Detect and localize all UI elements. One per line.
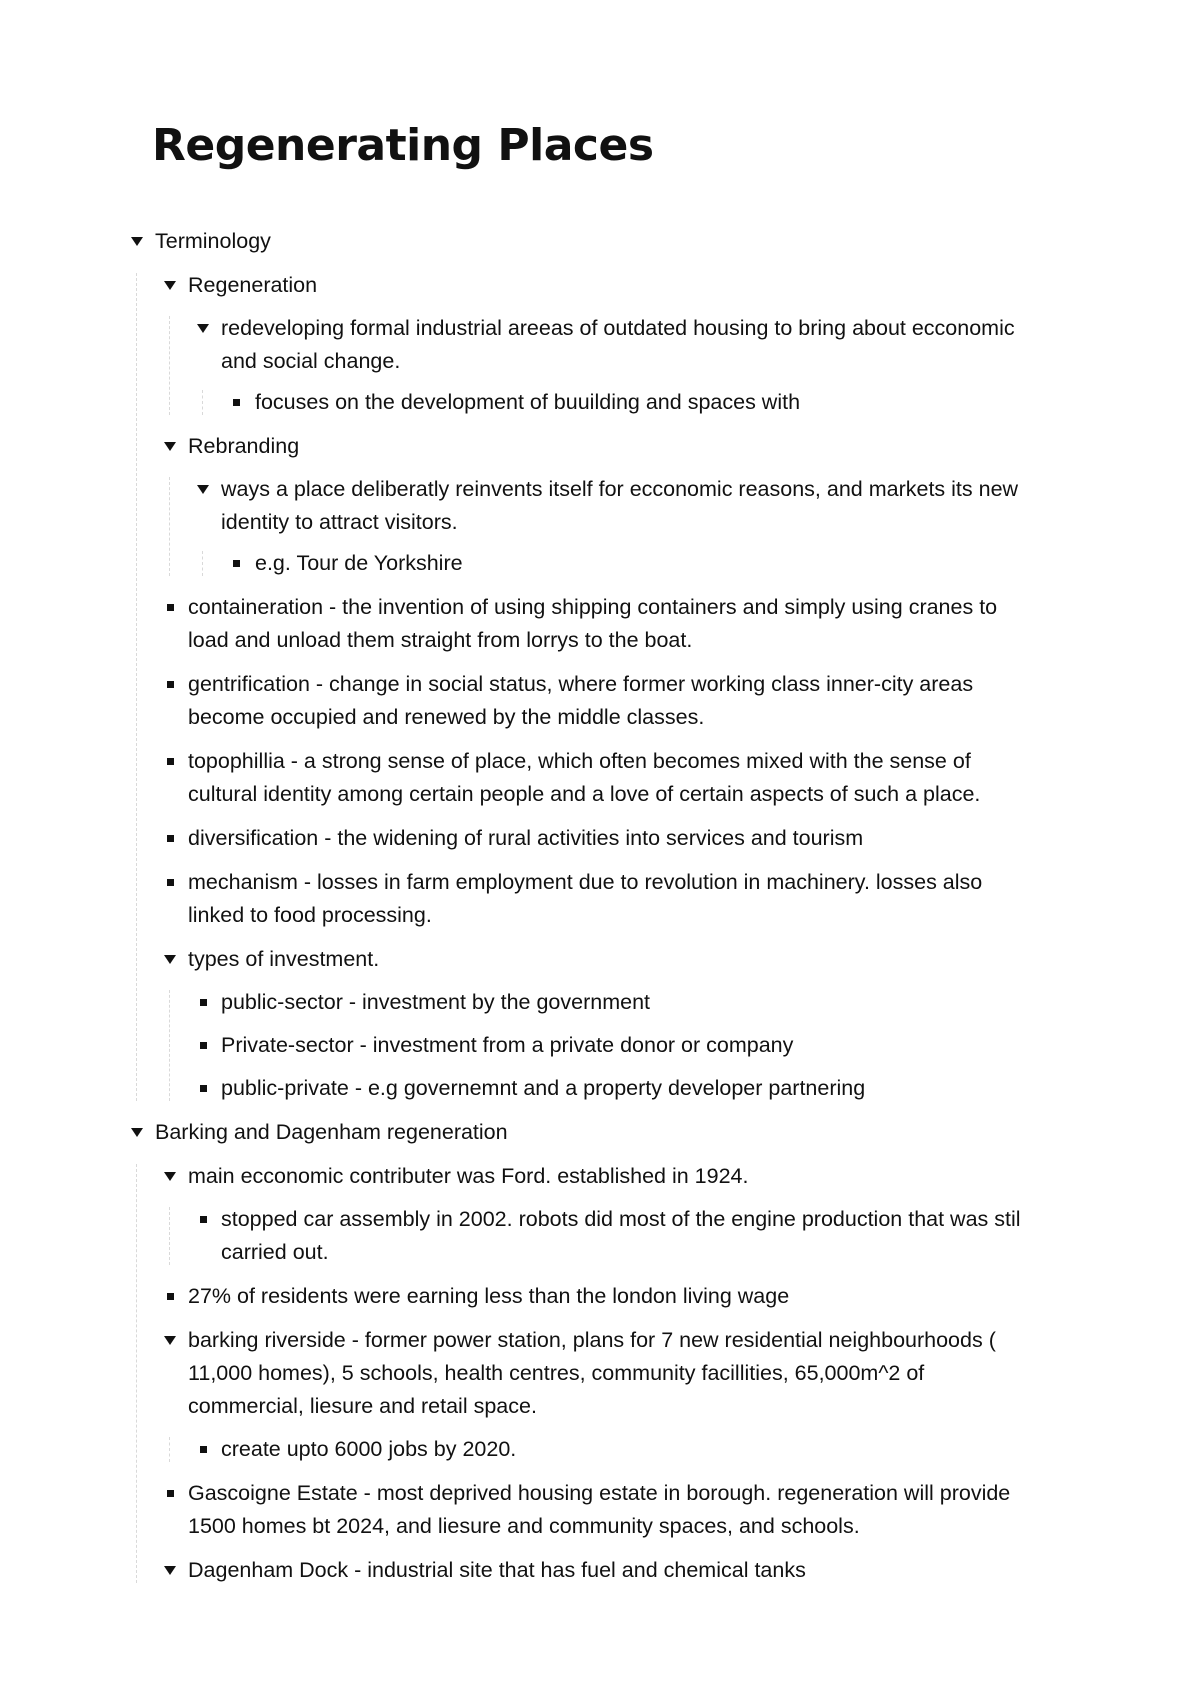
outline-item-text: Regeneration <box>188 273 318 297</box>
outline-item <box>0 1280 1200 1313</box>
outline-item-text: e.g. Tour de Yorkshire <box>255 551 463 575</box>
square-bullet-icon <box>200 999 207 1006</box>
toggle-triangle-icon[interactable] <box>127 1116 147 1149</box>
square-bullet-icon <box>200 1216 207 1223</box>
square-bullet-icon <box>200 1042 207 1049</box>
outline-item-text: public-sector - investment by the government <box>221 990 651 1014</box>
outline-item-text: create upto 6000 jobs by 2020. <box>221 1437 517 1461</box>
outline-item-text: ways a place deliberatly reinvents itself for ecconomic reasons, and markets its new identity to attract visitors. <box>221 477 1019 534</box>
toggle-triangle-icon[interactable] <box>127 225 147 258</box>
outline-row <box>0 430 1200 463</box>
outline-item-text: barking riverside - former power station, plans for 7 new residential neighbourhoods ( 11,000 homes), 5 schools, health centres, community facillities, 65,000m^2 of commercial, liesure and retail space. <box>188 1328 996 1418</box>
outline-item-text: stopped car assembly in 2002. robots did most of the engine production that was stil carried out. <box>221 1207 1021 1264</box>
outline-tree <box>0 225 1200 1598</box>
outline-item-text: 27% of residents were earning less than the london living wage <box>188 1284 790 1308</box>
triangle-down-icon <box>164 955 176 964</box>
outline-row <box>0 1477 1200 1543</box>
bullet-square-icon <box>193 1433 213 1466</box>
outline-item <box>0 1477 1200 1543</box>
outline-item-text: diversification - the widening of rural activities into services and tourism <box>188 826 864 850</box>
bullet-square-icon <box>193 1203 213 1236</box>
outline-item-text: Dagenham Dock - industrial site that has fuel and chemical tanks <box>188 1558 806 1582</box>
outline-item <box>0 745 1200 811</box>
outline-item-text: Barking and Dagenham regeneration <box>155 1120 508 1144</box>
outline-row <box>0 1116 1200 1149</box>
outline-row <box>0 822 1200 855</box>
outline-row <box>0 269 1200 302</box>
square-bullet-icon <box>167 604 174 611</box>
outline-children <box>0 312 1200 419</box>
outline-children <box>0 1433 1200 1466</box>
square-bullet-icon <box>233 560 240 567</box>
outline-item-text: containeration - the invention of using shipping containers and simply using cranes to load and unload them straight from lorrys to the boat. <box>188 595 998 652</box>
outline-item <box>0 986 1200 1019</box>
outline-children <box>0 986 1200 1105</box>
square-bullet-icon <box>167 835 174 842</box>
outline-item-text: redeveloping formal industrial areeas of outdated housing to bring about ecconomic and social change. <box>221 316 1015 373</box>
outline-item <box>0 269 1200 419</box>
toggle-triangle-icon[interactable] <box>160 269 180 302</box>
bullet-square-icon <box>226 386 246 419</box>
outline-item <box>0 1433 1200 1466</box>
bullet-square-icon <box>160 822 180 855</box>
square-bullet-icon <box>200 1446 207 1453</box>
outline-item <box>0 943 1200 1105</box>
outline-row <box>0 312 1200 378</box>
outline-item <box>0 225 1200 1105</box>
outline-item <box>0 386 1200 419</box>
outline-item-text: topophillia - a strong sense of place, which often becomes mixed with the sense of cultural identity among certain people and a love of certain aspects of such a place. <box>188 749 981 806</box>
outline-item <box>0 1116 1200 1587</box>
outline-children <box>0 386 1200 419</box>
outline-item-text: mechanism - losses in farm employment due to revolution in machinery. losses also linked to food processing. <box>188 870 983 927</box>
bullet-square-icon <box>160 668 180 701</box>
triangle-down-icon <box>131 237 143 246</box>
bullet-square-icon <box>193 1029 213 1062</box>
square-bullet-icon <box>233 399 240 406</box>
square-bullet-icon <box>167 879 174 886</box>
outline-row <box>0 668 1200 734</box>
outline-row <box>0 1554 1200 1587</box>
outline-row <box>0 547 1200 580</box>
outline-item-text: Rebranding <box>188 434 300 458</box>
triangle-down-icon <box>197 485 209 494</box>
toggle-triangle-icon[interactable] <box>160 943 180 976</box>
triangle-down-icon <box>164 281 176 290</box>
outline-row <box>0 386 1200 419</box>
triangle-down-icon <box>197 324 209 333</box>
outline-item <box>0 547 1200 580</box>
outline-item <box>0 866 1200 932</box>
outline-item <box>0 312 1200 419</box>
outline-row <box>0 1324 1200 1423</box>
toggle-triangle-icon[interactable] <box>160 1160 180 1193</box>
outline-children <box>0 1203 1200 1269</box>
outline-row <box>0 591 1200 657</box>
outline-row <box>0 986 1200 1019</box>
outline-item-text: main ecconomic contributer was Ford. established in 1924. <box>188 1164 749 1188</box>
triangle-down-icon <box>164 442 176 451</box>
outline-item <box>0 1160 1200 1269</box>
outline-children <box>0 269 1200 1105</box>
outline-row <box>0 1203 1200 1269</box>
square-bullet-icon <box>167 758 174 765</box>
outline-item <box>0 1203 1200 1269</box>
page-title: Regenerating Places <box>152 120 654 171</box>
triangle-down-icon <box>131 1128 143 1137</box>
toggle-triangle-icon[interactable] <box>160 1554 180 1587</box>
bullet-square-icon <box>193 986 213 1019</box>
outline-item <box>0 473 1200 580</box>
bullet-square-icon <box>160 1477 180 1510</box>
square-bullet-icon <box>167 681 174 688</box>
outline-children <box>0 473 1200 580</box>
outline-row <box>0 1072 1200 1105</box>
outline-row <box>0 1433 1200 1466</box>
outline-item-text: Terminology <box>155 229 271 253</box>
triangle-down-icon <box>164 1336 176 1345</box>
outline-row <box>0 745 1200 811</box>
bullet-square-icon <box>160 866 180 899</box>
outline-item-text: public-private - e.g governemnt and a property developer partnering <box>221 1076 866 1100</box>
outline-children <box>0 547 1200 580</box>
outline-row <box>0 1029 1200 1062</box>
outline-row <box>0 943 1200 976</box>
outline-item <box>0 1072 1200 1105</box>
bullet-square-icon <box>160 745 180 778</box>
outline-row <box>0 473 1200 539</box>
outline-row <box>0 1280 1200 1313</box>
outline-row <box>0 866 1200 932</box>
toggle-triangle-icon[interactable] <box>193 473 213 506</box>
bullet-square-icon <box>160 1280 180 1313</box>
toggle-triangle-icon[interactable] <box>193 312 213 345</box>
outline-item <box>0 1029 1200 1062</box>
outline-item <box>0 430 1200 580</box>
outline-row <box>0 225 1200 258</box>
bullet-square-icon <box>193 1072 213 1105</box>
outline-item-text: Gascoigne Estate - most deprived housing estate in borough. regeneration will provide 1500 homes bt 2024, and liesure and community spaces, and schools. <box>188 1481 1011 1538</box>
square-bullet-icon <box>200 1085 207 1092</box>
outline-item <box>0 668 1200 734</box>
triangle-down-icon <box>164 1566 176 1575</box>
bullet-square-icon <box>160 591 180 624</box>
outline-item <box>0 591 1200 657</box>
triangle-down-icon <box>164 1172 176 1181</box>
bullet-square-icon <box>226 547 246 580</box>
outline-item <box>0 1324 1200 1466</box>
toggle-triangle-icon[interactable] <box>160 1324 180 1357</box>
outline-item-text: gentrification - change in social status, where former working class inner-city areas become occupied and renewed by the middle classes. <box>188 672 974 729</box>
outline-item <box>0 822 1200 855</box>
outline-item-text: Private-sector - investment from a private donor or company <box>221 1033 794 1057</box>
toggle-triangle-icon[interactable] <box>160 430 180 463</box>
outline-item <box>0 1554 1200 1587</box>
outline-item-text: types of investment. <box>188 947 380 971</box>
outline-row <box>0 1160 1200 1193</box>
outline-item-text: focuses on the development of buuilding and spaces with <box>255 390 801 414</box>
square-bullet-icon <box>167 1490 174 1497</box>
outline-children <box>0 1160 1200 1587</box>
square-bullet-icon <box>167 1293 174 1300</box>
